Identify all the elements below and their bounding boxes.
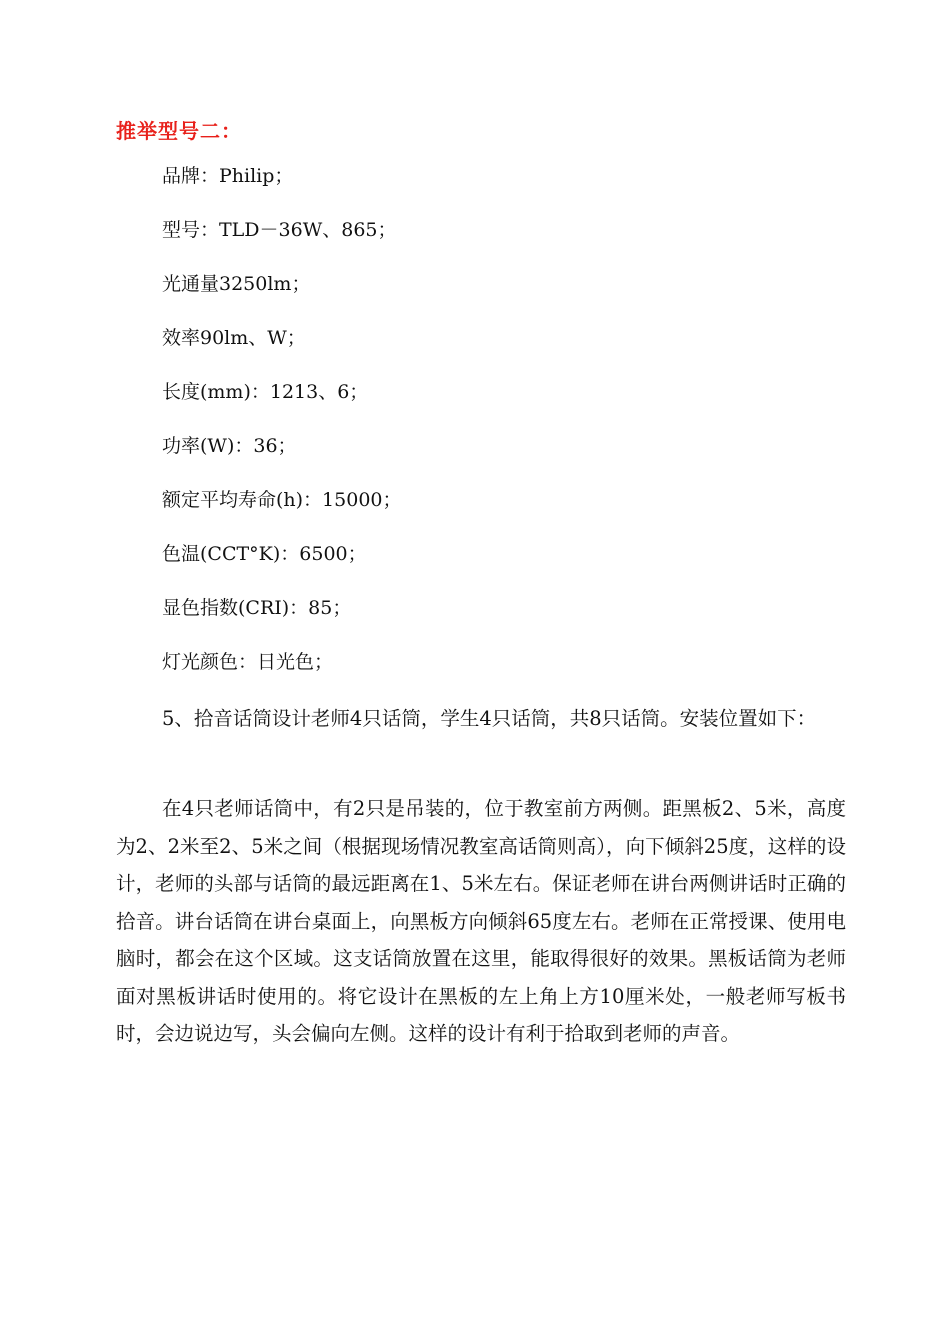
paragraph-microphone-placement: 在4只老师话筒中，有2只是吊装的，位于教室前方两侧。距黑板2、5米，高度为2、2米至2、5米之间（根据现场情况教室高话筒则高），向下倾斜25度，这样的设计，老师的头部与话筒的最远距离在1、5米左右。保证老师在讲台两侧讲话时正确的拾音。讲台话筒在讲台桌面上，向黑板方向倾斜65度左右。老师在正常授课、使用电脑时，都会在这个区域。这支话筒放置在这里，能取得很好的效果。黑板话筒为老师面对黑板讲话时使用的。将它设计在黑板的左上角上方10厘米处，一般老师写板书时，会边说边写，头会偏向左侧。这样的设计有利于拾取到老师的声音。 — [116, 797, 846, 1045]
spec-efficiency: 效率90lm、W； — [162, 327, 306, 349]
spec-luminous-flux: 光通量3250lm； — [162, 273, 311, 295]
paragraph-microphone-design: 5、拾音话筒设计老师4只话筒，学生4只话筒，共8只话筒。安装位置如下： — [162, 707, 817, 730]
spec-cri: 显色指数(CRI)：85； — [162, 597, 352, 619]
section-heading: 推举型号二： — [116, 119, 242, 143]
spec-list — [162, 162, 402, 702]
spec-color-temperature: 色温(CCT°K)：6500； — [162, 543, 367, 565]
spec-light-color: 灯光颜色：日光色； — [162, 651, 334, 673]
spec-power: 功率(W)：36； — [162, 435, 297, 457]
spec-lifetime: 额定平均寿命(h)：15000； — [162, 489, 402, 511]
spec-brand: 品牌：Philip； — [162, 165, 294, 187]
spec-model: 型号：TLD－36W、865； — [162, 219, 397, 241]
spec-length: 长度(mm)：1213、6； — [162, 381, 369, 403]
